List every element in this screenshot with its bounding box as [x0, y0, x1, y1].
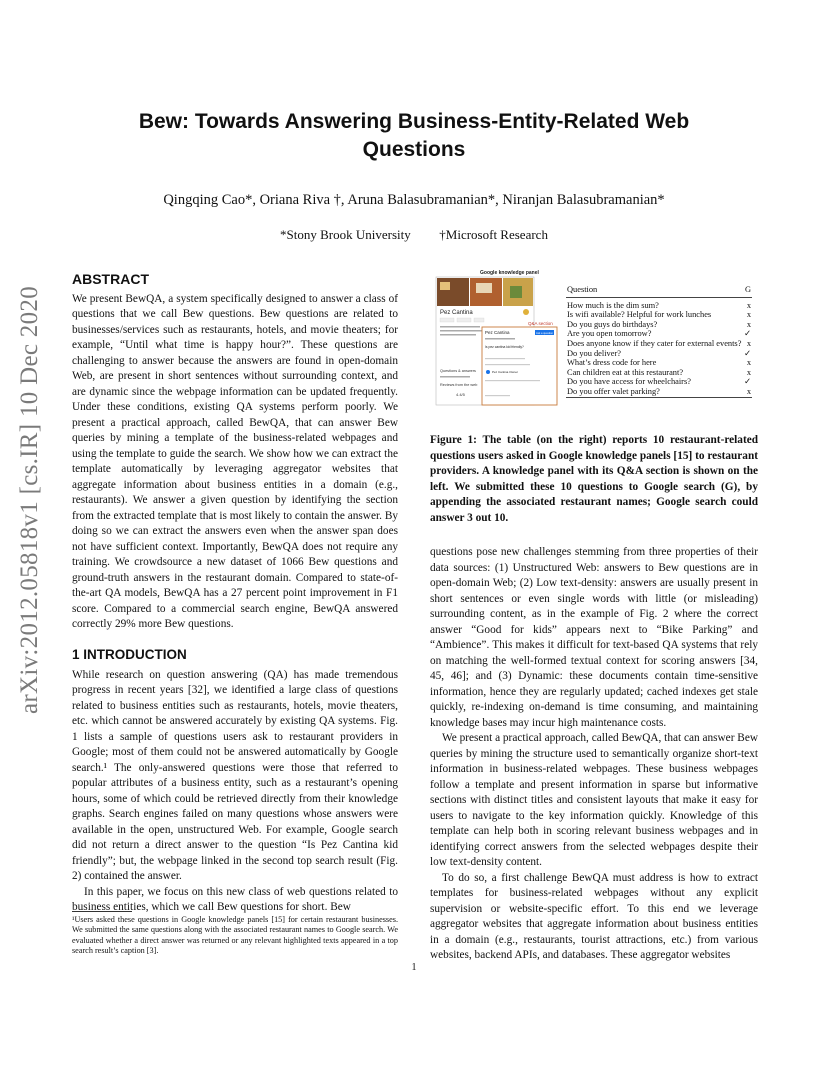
popup-biz-name: Pez Cantina [485, 330, 510, 335]
right-column [430, 545, 758, 964]
intro-paragraph-2: In this paper, we focus on this new class of web questions related to business entities, which we call Bew questions for short. Bew [72, 885, 398, 913]
arxiv-id: arXiv:2012.05818v1 [cs.IR] 10 Dec 2020 [16, 286, 43, 714]
table-header-row [566, 285, 752, 297]
panel-review-score: 4.4/5 [456, 392, 465, 397]
table-row: Is wifi available? Helpful for work lunches x [567, 310, 751, 320]
knowledge-panel-figure [430, 268, 560, 413]
table-row: Can children eat at this restaurant? x [567, 367, 751, 377]
page-number: 1 [411, 962, 417, 973]
table-row: Does anyone know if they cater for external events? x [567, 338, 751, 348]
introduction-heading: 1 INTRODUCTION [72, 647, 187, 662]
abstract-text: We present BewQA, a system specifically designed to answer a class of questions that we call Bew questions. Bew questions are related to businesses/services such as restaurants, hotels, and movie theaters; for example, “Until what time is happy hour?”. These questions are challenging to answer because the answers are found in open-domain Web, are present in short sentences without surrounding context, and are dynamic since the webpage information can be updated frequently. Under these conditions, existing QA systems perform poorly. We present a practical approach, called BewQA, that can answer Bew queries by mining a template of the business-related webpages and using the template to guide the search. We show how we can extract the template automatically by leveraging aggregator websites that aggregate information about business entities in a domain (e.g., restaurants). We answer a given question by identifying the section from the extracted template that is most likely to contain the answer. By doing so we can extract the answers even when the answer span does not have sufficient context. Importantly, BewQA does not require any training. We crowdsource a new dataset of 1066 Bew questions and ground-truth answers in the restaurant domain. Compared to state-of-the-art QA models, BewQA has a 27 percent point improvement in F1 score. Compared to a commercial search engine, BewQA answered correctly 29% more Bew questions. [72, 292, 398, 630]
right-paragraph-3: To do so, a first challenge BewQA must address is how to extract templates for business-related webpages without any explicit supervision or website-specific effort. To this end we leverage aggregator websites that aggregate information about business entities in a domain (e.g., restaurants, tourist attractions, etc.) from various websites, backend APIs, and databases. These aggregator websites [430, 871, 758, 961]
panel-biz-name: Pez Cantina [440, 310, 473, 316]
table-row: How much is the dim sum? x [567, 300, 751, 310]
arxiv-sidebar [10, 240, 50, 760]
table-row: What’s dress code for here x [567, 358, 751, 368]
table-row: Do you deliver? ✓ [567, 348, 751, 358]
popup-ask-button: Ask a question [536, 332, 554, 335]
qa-section-label: Q&A section [528, 321, 553, 326]
abstract-heading: ABSTRACT [72, 271, 149, 287]
panel-label: Google knowledge panel [480, 270, 539, 276]
author-list: Qingqing Cao*, Oriana Riva †, Aruna Balasubramanian*, Niranjan Balasubramanian* [163, 192, 665, 208]
table-row: Do you guys do birthdays? x [567, 319, 751, 329]
panel-qa-label: Questions & answers [440, 369, 476, 373]
introduction-section [72, 647, 398, 916]
panel-review-label: Reviews from the web [440, 383, 478, 387]
intro-paragraph-1: While research on question answering (QA) has made tremendous progress in recent years [32], we identified a large class of questions related to business entities such as restaurants, hotels, movie theaters, etc. which cannot be answered accurately by existing QA systems. Fig. 1 lists a sample of questions users ask to restaurant providers in Google; most of them could not be answered automatically by Google search.¹ The only-answered questions were those that referred to popular attributes of a business entity, such as a restaurant’s opening hours, some of which could be retrieved directly from their knowledge graphs. Search engines failed on many questions whose answers were available in the open, unstructured Web. For example, Google search did not return a direct answer to the question “Is Pez Cantina kid friendly”; but, the webpage linked in the second top search result (Fig. 2) contained the answer. [72, 668, 398, 882]
affiliation-microsoft: †Microsoft Research [439, 227, 548, 242]
table-header-question: Question [567, 285, 598, 294]
table-row: Do you have access for wheelchairs? ✓ [567, 377, 751, 387]
table-header-g: G [744, 285, 751, 294]
left-column [72, 272, 398, 633]
popup-question: Is pez cantina kid friendly? [485, 345, 524, 349]
knowledge-panel-illustration [430, 268, 560, 413]
table-row: Are you open tomorrow? ✓ [567, 329, 751, 339]
paper-title: Bew: Towards Answering Business-Entity-Related Web Questions [138, 110, 690, 161]
figure-1-caption: Figure 1: The table (on the right) reports 10 restaurant-related questions users asked in Google knowledge panels [15] to restaurant providers. A knowledge panel with its Q&A section is shown on the left. We submitted these 10 questions to Google search (G), by appending the associated restaurant names; Google search could answer 3 out 10. [430, 434, 758, 524]
affiliation-stony-brook: *Stony Brook University [280, 227, 411, 242]
table-row: Do you offer valet parking? x [567, 386, 751, 396]
right-paragraph-1: questions pose new challenges stemming from three properties of their data sources: (1) Unstructured Web: answers to Bew questions are in open-domain Web; (2) Low text-density: answers are usually present in short sentences or even single words with little (or misleading) surrounding content, as in the example of Fig. 2 where the correct answer “Good for kids” appears next to “Bike Parking” and “Ambience”. This makes it difficult for text-based QA systems that rely on matching the well-formed textual context for scoring answers [34, 45, 46]; and (3) Dynamic: these documents contain time-sensitive information, hence they are regularly updated; cached indexes get stale quickly, re-indexing on-demand is time consuming, and maintaining knowledge bases may incur high maintenance costs. [430, 546, 758, 729]
footnote: ¹Users asked these questions in Google knowledge panels [15] for certain restaurant businesses. We submitted the same questions along with the associated restaurant names to Google search. We evaluated whether a direct answer was returned or any relevant highlighted texts appeared in a top search result’s caption [3]. [72, 915, 398, 956]
popup-reply-name: Pez Cantina Owner [492, 370, 519, 374]
affiliations [80, 227, 748, 243]
right-paragraph-2: We present a practical approach, called BewQA, that can answer Bew queries by mining the structure used to semantically organize short-text information in business-related webpages. These business webpages follow a template and present information in sparse but informative sections with distinct titles and consistent layouts that make it easy for users to navigate to the key information quickly. Knowledge of this template can help both in scoring relevant business webpages and in identifying correct answers from the selected webpages despite their low text-density content. [430, 732, 758, 868]
questions-table [566, 285, 752, 398]
footnote-rule [72, 911, 132, 912]
